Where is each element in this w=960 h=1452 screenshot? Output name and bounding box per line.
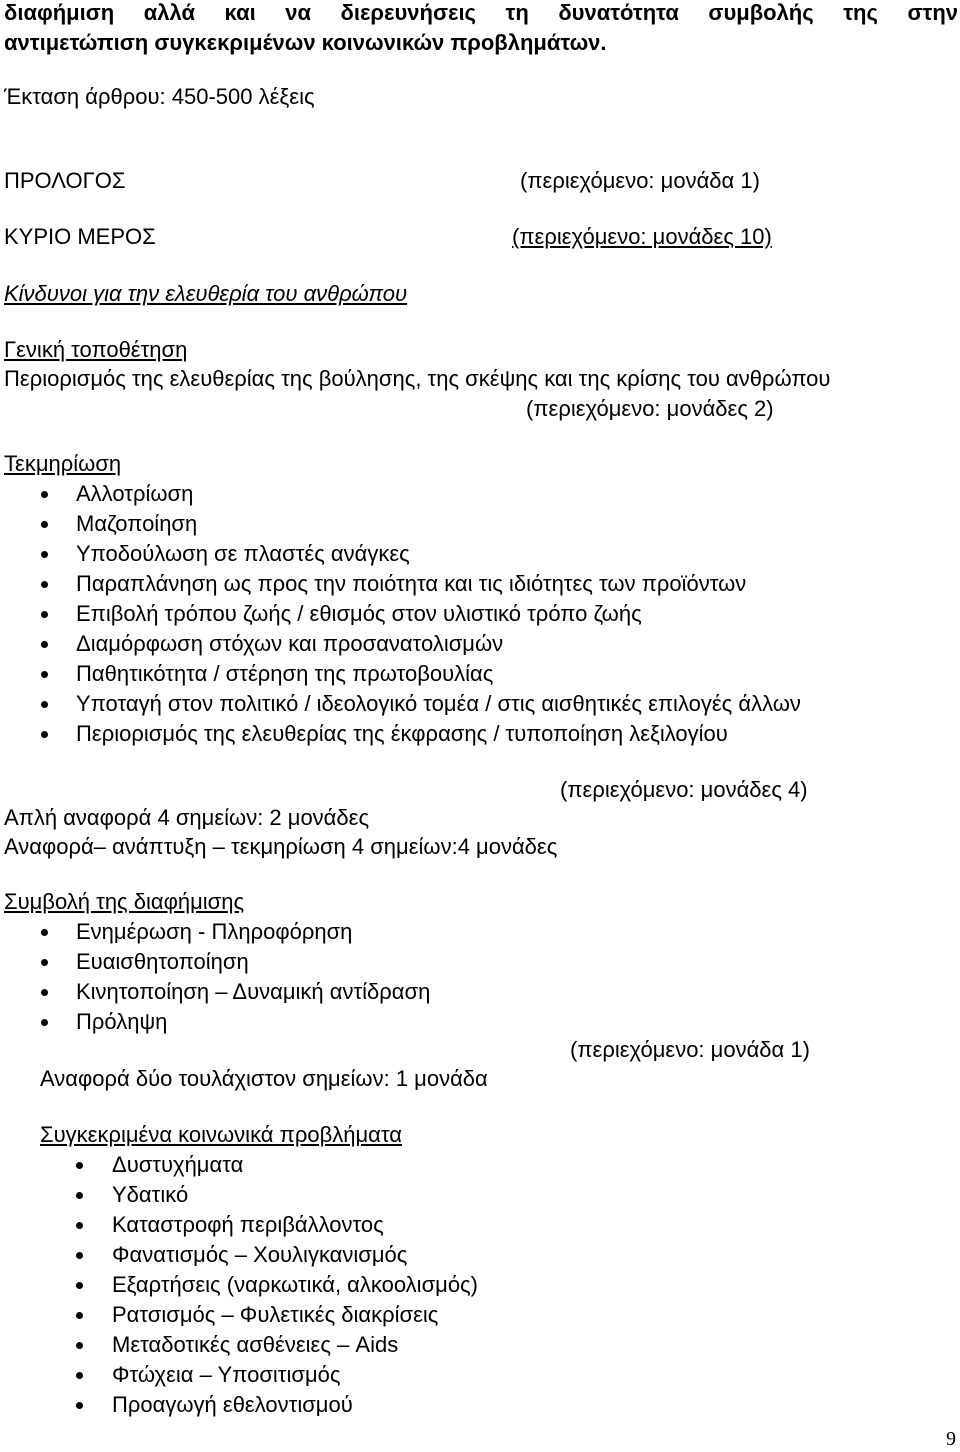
bullet (76, 1372, 83, 1379)
list-item-text: Ρατσισμός – Φυλετικές διακρίσεις (112, 1302, 439, 1327)
list-item-text: Παθητικότητα / στέρηση της πρωτοβουλίας (76, 661, 494, 686)
list-item-text: Καταστροφή περιβάλλοντος (112, 1212, 384, 1237)
list-item-text: Περιορισμός της ελευθερίας της έκφρασης / τυποποίηση λεξιλογίου (76, 721, 728, 746)
bullet (76, 1252, 83, 1259)
bullet (41, 701, 48, 708)
list-item-text: Υδατικό (112, 1182, 189, 1207)
bullet (41, 551, 48, 558)
bullet (76, 1192, 83, 1199)
documentation-title: Τεκμηρίωση (4, 451, 122, 476)
documentation-note-1: Απλή αναφορά 4 σημείων: 2 μονάδες (4, 805, 370, 830)
bullet (41, 611, 48, 618)
prologue-label: ΠΡΟΛΟΓΟΣ (4, 168, 126, 193)
bullet (41, 521, 48, 528)
bullet (41, 731, 48, 738)
contribution-score: (περιεχόμενο: μονάδα 1) (570, 1037, 810, 1062)
documentation-score: (περιεχόμενο: μονάδες 4) (560, 777, 808, 802)
contribution-title: Συμβολή της διαφήμισης (4, 889, 245, 914)
list-item-text: Προαγωγή εθελοντισμού (112, 1392, 353, 1417)
bullet (41, 989, 48, 996)
bullet (76, 1222, 83, 1229)
list-item-text: Αλλοτρίωση (76, 481, 194, 506)
bullet (41, 929, 48, 936)
list-item-text: Φτώχεια – Υποσιτισμός (112, 1362, 341, 1387)
bullet (41, 641, 48, 648)
list-item-text: Κινητοποίηση – Δυναμική αντίδραση (76, 979, 431, 1004)
list-item-text: Υποταγή στον πολιτικό / ιδεολογικό τομέα / στις αισθητικές επιλογές άλλων (76, 691, 801, 716)
bullet (41, 671, 48, 678)
bullet (76, 1342, 83, 1349)
list-item-text: Μεταδοτικές ασθένειες – Aids (112, 1332, 399, 1357)
intro-line-2: αντιμετώπιση συγκεκριμένων κοινωνικών προβλημάτων. (4, 30, 607, 55)
problems-title: Συγκεκριμένα κοινωνικά προβλήματα (40, 1122, 402, 1147)
list-item-text: Ενημέρωση - Πληροφόρηση (76, 919, 353, 944)
list-item-text: Μαζοποίηση (76, 511, 198, 536)
article-length: Έκταση άρθρου: 450-500 λέξεις (4, 84, 315, 109)
list-item-text: Διαμόρφωση στόχων και προσανατολισμών (76, 631, 504, 656)
list-item-text: Επιβολή τρόπου ζωής / εθισμός στον υλιστικό τρόπο ζωής (76, 601, 642, 626)
general-title: Γενική τοποθέτηση (4, 337, 188, 362)
main-part-score: (περιεχόμενο: μονάδες 10) (512, 224, 772, 249)
general-text: Περιορισμός της ελευθερίας της βούλησης, της σκέψης και της κρίσης του ανθρώπου (4, 366, 831, 391)
bullet (41, 1019, 48, 1026)
bullet (76, 1402, 83, 1409)
bullet (41, 959, 48, 966)
bullet (76, 1162, 83, 1169)
list-item-text: Φανατισμός – Χουλιγκανισμός (112, 1242, 408, 1267)
dangers-title: Κίνδυνοι για την ελευθερία του ανθρώπου (4, 281, 408, 306)
intro-line-1: διαφήμιση αλλά και να διερευνήσεις τη δυνατότητα συμβολής της στην (4, 0, 958, 25)
bullet (76, 1312, 83, 1319)
prologue-score: (περιεχόμενο: μονάδα 1) (520, 168, 760, 193)
bullet (41, 581, 48, 588)
list-item-text: Εξαρτήσεις (ναρκωτικά, αλκοολισμός) (112, 1272, 478, 1297)
list-item-text: Παραπλάνηση ως προς την ποιότητα και τις ιδιότητες των προϊόντων (76, 571, 747, 596)
main-part-label: ΚΥΡΙΟ ΜΕΡΟΣ (4, 224, 156, 249)
contribution-note: Αναφορά δύο τουλάχιστον σημείων: 1 μονάδα (40, 1066, 488, 1091)
bullet (76, 1282, 83, 1289)
page-number: 9 (946, 1428, 956, 1450)
general-score: (περιεχόμενο: μονάδες 2) (526, 396, 774, 421)
list-item-text: Υποδούλωση σε πλαστές ανάγκες (76, 541, 410, 566)
list-item-text: Ευαισθητοποίηση (76, 949, 249, 974)
bullet (41, 491, 48, 498)
documentation-note-2: Αναφορά– ανάπτυξη – τεκμηρίωση 4 σημείων:4 μονάδες (4, 834, 558, 859)
list-item-text: Πρόληψη (76, 1009, 168, 1034)
list-item-text: Δυστυχήματα (112, 1152, 244, 1177)
